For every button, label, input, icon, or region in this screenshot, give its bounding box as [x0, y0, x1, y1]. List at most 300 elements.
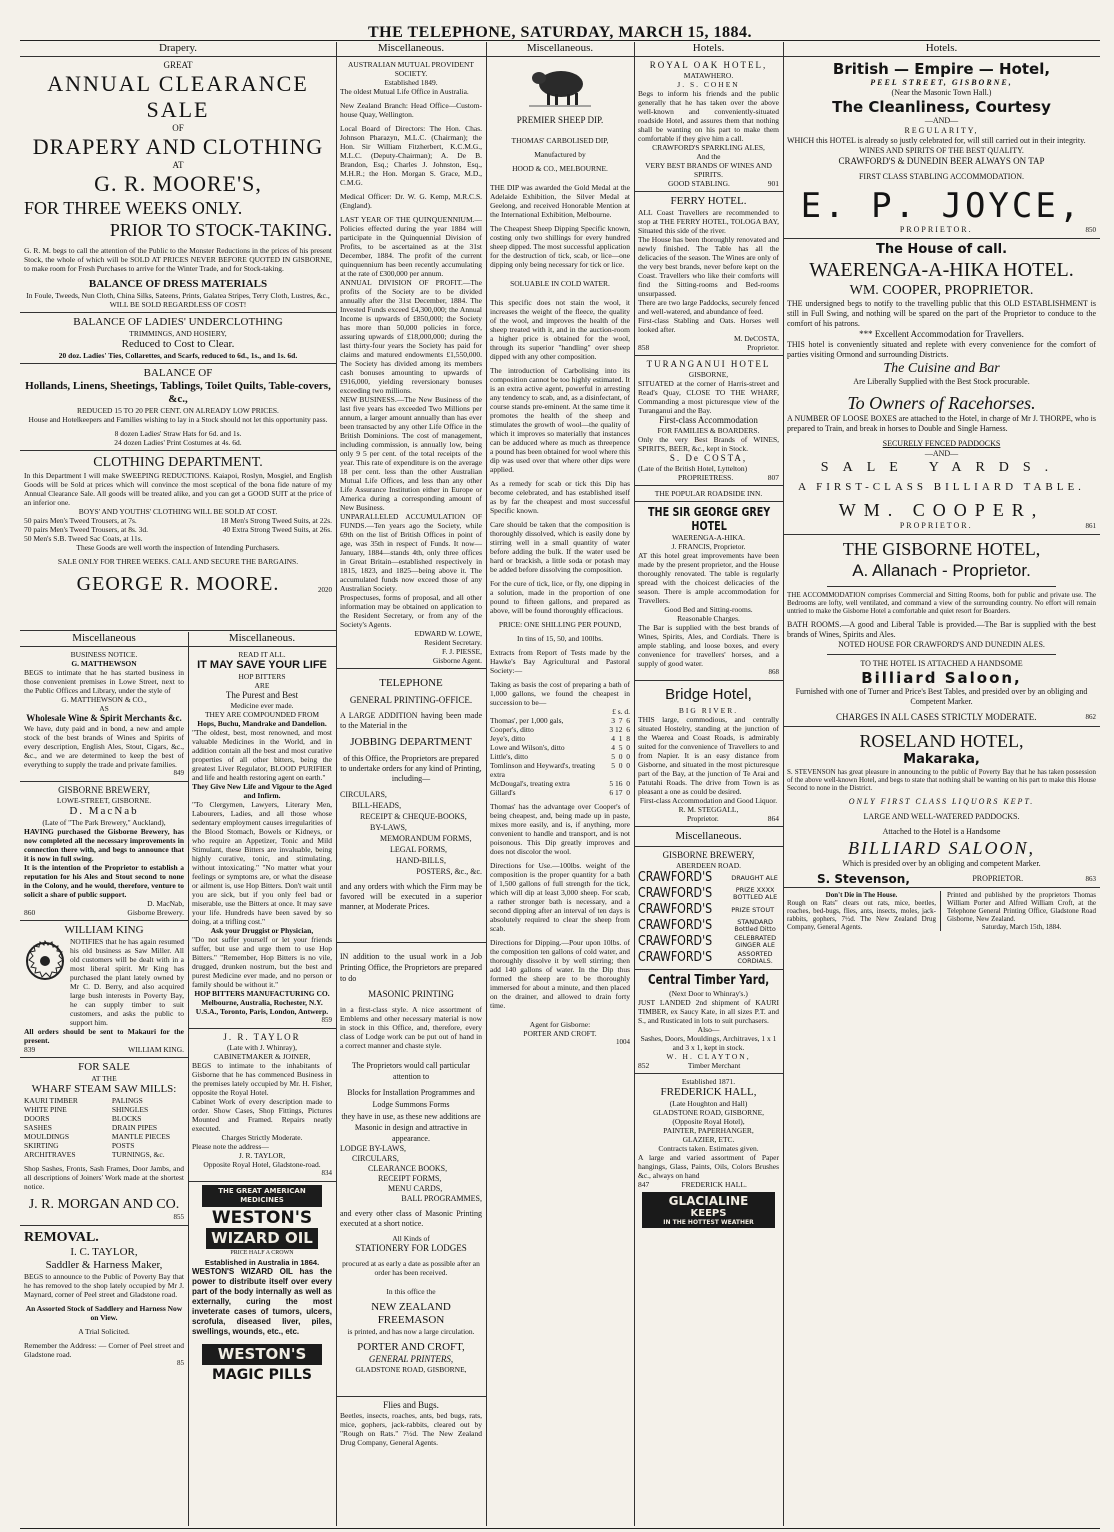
crawford-product: STANDARD Bottled Ditto	[734, 918, 776, 933]
ad-line: Reduced to Cost to Clear.	[121, 338, 235, 350]
ad-heading: HOP BITTERS MANUFACTURING CO. Melbourne, Australia, Rochester, N.Y. U.S.A., Toronto, Paris, London, Antwerp.	[194, 989, 330, 1016]
ad-heading: TURANGANUI HOTEL	[646, 359, 771, 369]
ad-heading: CLOTHING DEPARTMENT.	[93, 455, 263, 470]
paragraph: of this Office, the Proprietors are prepared to undertake orders for any kind of Printing, including—	[340, 754, 482, 783]
paragraph: MATAWHERO.	[683, 71, 734, 80]
paragraph: SITUATED at the corner of Harris-street and Read's Quay, CLOSE TO THE WHARF, Commanding a most picturesque view of the Turanganui and the Bay.	[638, 379, 779, 415]
paragraph: In this Department I will make SWEEPING REDUCTIONS. Kaiapoi, Roslyn, Mosgiel, and English Goods will be Sold at prices which will convince the most sceptical of the bona fide nature of my Annual Clearance Sale. All goods will be treated alike, and you can get a GOOD SUIT at the price of an inferior one.	[24, 471, 332, 507]
paragraph: SALE ONLY FOR THREE WEEKS. CALL AND SECURE THE BARGAINS.	[57, 557, 299, 566]
section-rule	[20, 630, 336, 631]
paragraph: SECURELY FENCED PADDOCKS	[882, 439, 1001, 448]
paragraph: THE ACCOMMODATION comprises Commercial and Sitting Rooms, both for public and private use. The Bedrooms are lofty, well ventilated, and command a view of the surrounding country. No effort will remain untried to make the Gisborne Hotel a comfortable and quiet resort for Boarders.	[787, 591, 1096, 615]
paragraph: PROPRIETOR.	[899, 521, 973, 530]
ad-heading: First-class Accommodation	[659, 415, 758, 425]
crawford-brand: CRAWFORD'S	[638, 902, 713, 917]
paragraph: The Proprietors would call particular attention to	[351, 1061, 471, 1081]
paragraph: The Bar is supplied with the best brands of Wines, Spirits, Ales, and Cordials. There is ample stabling, and loose boxes, and every convenience for travellers' horses, and a supply of good water.	[638, 623, 779, 668]
paragraph: and any orders with which the Firm may be favored will be executed in a superior manner, at Moderate Prices.	[340, 882, 482, 911]
price-line: 70 pairs Men's Tweed Trousers, at 8s. 3d.	[24, 525, 149, 534]
ad-heading: FOR SALE	[78, 1061, 130, 1073]
list-item: BLOCKS	[111, 1114, 142, 1123]
table-cell: Jeye's, ditto	[490, 734, 526, 743]
ad-heading: G. MATTHEWSON	[71, 659, 137, 668]
ad-heading: BALANCE OF DRESS MATERIALS	[88, 278, 268, 290]
ad-heading: They Give New Life and Vigour to the Aged and Infirm.	[192, 782, 332, 800]
paragraph: GOOD STABLING.	[668, 179, 730, 188]
crawford-product: PRIZE STOUT	[731, 905, 775, 914]
ad-number: 852	[638, 1061, 650, 1070]
ad-number: 855	[173, 1213, 184, 1221]
crawford-item	[638, 950, 779, 966]
ad-heading: Hops, Buchu, Mandrake and Dandelion.	[197, 719, 327, 728]
ad-heading: ROSELAND HOTEL,	[859, 731, 1024, 751]
saw-blade-illustration	[24, 937, 66, 985]
sheep-illustration	[525, 60, 595, 112]
ad-heading: BALANCE OF LADIES' UNDERCLOTHING	[73, 316, 283, 328]
paragraph: G. MATTHEWSON & CO.,	[61, 695, 147, 704]
paragraph: Contracts taken. Estimates given.	[658, 1144, 759, 1153]
ad-number: 807	[767, 473, 779, 482]
ad-banner: THE GREAT AMERICAN MEDICINES	[202, 1185, 322, 1207]
proprietor-name: E. P. JOYCE,	[800, 186, 1083, 226]
ad-number: 849	[173, 769, 184, 777]
ad-heading: Billiard Saloon,	[861, 669, 1022, 687]
table-cell: 4 5 0	[611, 743, 630, 752]
signature: S. De COSTA,	[669, 453, 748, 463]
signature: PORTER AND CROFT.	[523, 1029, 597, 1038]
crawford-brand: CRAWFORD'S	[638, 886, 713, 901]
ad-heading: I. C. TAYLOR,	[70, 1246, 138, 1258]
ad-heading: TELEPHONE	[379, 677, 443, 689]
paragraph: Which is presided over by an obliging and competent Marker.	[842, 859, 1041, 868]
signature: WILLIAM KING.	[128, 1045, 184, 1054]
paragraph: Opposite Royal Hotel, Gladstone-road.	[203, 1160, 321, 1169]
crawford-product: PRIZE XXXX BOTTLED ALE	[732, 886, 778, 901]
ad-heading: CABINETMAKER & JOINER,	[213, 1052, 311, 1061]
paragraph: In this office the	[386, 1287, 436, 1296]
paragraph: New Zealand Branch: Head Office—Custom-house Quay, Wellington.	[340, 101, 482, 119]
paragraph: GLADSTONE ROAD, GISBORNE,	[652, 1108, 765, 1117]
section-head: Miscellaneous.	[675, 830, 742, 842]
table-row	[490, 725, 630, 734]
paragraph: An Assorted Stock of Saddlery and Harness Now on View.	[25, 1304, 183, 1322]
paragraph: Local Board of Directors: The Hon. Chas. Johnson Pharazyn, M.L.C. (Chairman); the Hon. Sir William Fitzherbert, K.C.M.G., M.L.C. (Deputy-Chairman); A. De B. Brandon, Esq.; Charles J. Johnston, Esq., M.H.R.; the Hon. Morgan S. Grace, M.D., C.M.G.	[340, 124, 482, 187]
paragraph: All orders should be sent to Makauri for the present.	[24, 1027, 184, 1045]
crawford-item	[638, 902, 779, 918]
signature: GEORGE R. MOORE.	[76, 573, 280, 595]
list-item: DRAIN PIPES	[111, 1123, 158, 1132]
paragraph: GLAZIER, ETC.	[682, 1135, 735, 1144]
paragraph: FOR FAMILIES & BOARDERS.	[657, 426, 760, 435]
crawford-product: CELEBRATED GINGER ALE	[734, 934, 777, 949]
paragraph: First-class Stabling and Oats. Horses well looked after.	[638, 316, 779, 334]
paragraph: Manufactured by	[534, 150, 586, 159]
ad-number: 860	[24, 908, 36, 917]
list-item: BY-LAWS,	[370, 823, 407, 832]
table-cell: 3 7 6	[611, 716, 630, 725]
paragraph: LARGE AND WELL-WATERED PADDOCKS.	[863, 812, 1020, 821]
crawford-list	[638, 870, 779, 966]
paragraph: 20 doz. Ladies' Ties, Collarettes, and Scarfs, reduced to 6d., 1s., and 1s. 6d.	[58, 351, 298, 360]
crawford-brand: CRAWFORD'S	[638, 950, 713, 965]
ad-number: 834	[321, 1169, 332, 1177]
logo-text: IN THE HOTTEST WEATHER	[663, 1219, 754, 1226]
logo-text: KEEPS	[690, 1208, 727, 1219]
signature: D. MacNab,	[147, 899, 184, 908]
ad-heading: Bridge Hotel,	[665, 686, 752, 703]
paragraph: LAST YEAR OF THE QUINQUENNIUM.—Policies effected during the year 1884 will participate in the Quinquennial Division of Profits, to be ascertained as at the 31st December, 1884. The profit of the current quinquennium has been recently accumulating at the rate of £300,000 per annum.	[340, 215, 482, 278]
paragraph: BATH ROOMS.—A good and Liberal Table is provided.—The Bar is supplied with the best brands of Wines, Spirits and Ales.	[787, 620, 1096, 639]
crawford-item	[638, 870, 779, 886]
ad-line: FOR THREE WEEKS ONLY.	[24, 198, 243, 218]
ad-heading: J. S. COHEN	[677, 80, 740, 89]
paragraph: IN addition to the usual work in a Job Printing Office, the Proprietors are prepared to do	[340, 952, 482, 983]
ad-heading: WHARF STEAM SAW MILLS:	[31, 1083, 177, 1095]
ad-line: Medicine ever made.	[230, 701, 294, 710]
paragraph: FIRST CLASS STABLING ACCOMMODATION.	[858, 172, 1024, 181]
ad-number: 847	[638, 1180, 650, 1189]
paragraph: *** Excellent Accommodation for Travellers.	[859, 329, 1024, 339]
ad-heading: WILLIAM KING	[64, 924, 144, 936]
paragraph: and every other class of Masonic Printing executed at a short notice.	[340, 1209, 482, 1228]
paragraph: J. FRANCIS, Proprietor.	[671, 542, 746, 551]
ad-number: 859	[321, 1016, 332, 1024]
ad-heading: Saddler & Harness Maker,	[45, 1259, 163, 1271]
ad-line: PRIOR TO STOCK-TAKING.	[109, 220, 332, 240]
paragraph: Blocks for Installation Programmes and Lodge Summons Forms	[347, 1088, 475, 1109]
ad-line: OF	[172, 123, 184, 133]
list-item: DOORS	[24, 1114, 50, 1123]
ad-line: READ IT ALL.	[238, 650, 286, 659]
paragraph: THIS large, commodious, and centrally situated Hostelry, standing at the junction of the Waerea and Coast Roads, is admirably suited for the convenience of Travellers to and from Napier. It is an easy distance from Gisborne, and situated in the most picturesque part of the Bay, at the junction of Te Arai and Patutahi Roads. The drive from Town is as pleasant a one as could be desired.	[638, 715, 779, 796]
paragraph: TRIMMINGS, AND HOSIERY,	[129, 329, 227, 338]
paragraph: WILL BE SOLD REGARDLESS OF COST!	[109, 300, 247, 309]
list-item: SASHES	[24, 1123, 52, 1132]
section-head: Hotels.	[783, 42, 1100, 57]
paragraph: Please note the address—	[192, 1142, 269, 1151]
paragraph: A large and varied assortment of Paper hangings, Glass, Paints, Oils, Colors Brushes &c., always on hand	[638, 1153, 779, 1180]
imprint: Printed and published by the proprietors Thomas William Porter and Alfred William Croft, at the Telephone General Printing Office, Gladstone Road Gisborne, New Zealand.	[947, 891, 1096, 923]
paragraph: NOTED HOUSE FOR CRAWFORD'S AND DUNEDIN ALES.	[838, 640, 1045, 649]
list-item: POSTS	[111, 1141, 135, 1150]
table-cell: 5 16 0	[609, 779, 630, 788]
paragraph: We have, duty paid and in bond, a new and ample stock of the best brands of Wines and Spirits of every description, English Ales, Stout, Cigars, &c., &c., and we are determined to keep the best of everything to supply the trade and private families.	[24, 724, 184, 769]
list-item: ARCHITRAVES	[24, 1150, 76, 1159]
paragraph: Agent for Gisborne:	[529, 1020, 591, 1029]
paragraph: JUST LANDED 2nd shipment of KAURI TIMBER, ex Saucy Kate, in all sizes P.T. and S., and Rusticated in lots to suit purchasers.	[638, 998, 779, 1025]
ad-heading: British — Empire — Hotel,	[832, 60, 1051, 78]
price-line: 18 Men's Strong Tweed Suits, at 22s.	[220, 516, 332, 525]
table-cell: 4 1 8	[611, 734, 630, 743]
ad-line: PRICE HALF A CROWN	[230, 1250, 294, 1256]
paragraph: Shop Sashes, Fronts, Sash Frames, Door Jambs, and all descriptions of Joiners' Work made at the shortest notice.	[24, 1164, 184, 1191]
ad-heading: To Owners of Racehorses.	[847, 393, 1036, 413]
paragraph: NEW BUSINESS.—The New Business of the last five years has exceeded Two Millions per annum, a larger amount annually than has ever been transacted by any other Life Office in the British Dominions. The cost of management, including commission, is annually low, being only 9 5 per cent. of the total receipts of the year. This rate of expenditure is on the average 18 per cent. less than the other Australian Mutual Life Offices, and less than any other Life Assurance Institution either in Europe or America during a corresponding amount of New Business.	[340, 395, 482, 512]
paragraph: WAERENGA-A-HIKA.	[671, 533, 746, 542]
paragraph: Remember the Address: — Corner of Peel street and Gladstone road.	[24, 1341, 184, 1359]
table-header: £ s. d.	[612, 707, 630, 716]
paragraph: The House has been thoroughly renovated and newly finished. The Table has all the delicacies of the season. The Wines are only of the very best brands, never before kept on the Coast. Travellers who like their comforts will find the Sitting-rooms and Bed-rooms unsurpassed.	[638, 235, 779, 298]
ad-line: Hollands, Linens, Sheetings, Tablings, Toilet Quilts, Table-covers, &c.,	[25, 380, 331, 405]
paragraph: Charges Strictly Moderate.	[221, 1133, 303, 1142]
ad-line: THEY ARE COMPOUNDED FROM	[204, 710, 320, 719]
paragraph: GISBORNE,	[688, 370, 729, 379]
paragraph: It is the intention of the Proprietor to establish a reputation for his Ales and Stout second to none in the Colony, and he would, therefore, venture to solicit a share of public support.	[24, 863, 184, 899]
paragraph: A LARGE ADDITION having been made to the Material in the	[340, 711, 482, 730]
paragraph: WINES AND SPIRITS OF THE BEST QUALITY.	[859, 146, 1024, 155]
paragraph: Timber Merchant	[687, 1061, 741, 1070]
paragraph: Begs to inform his friends and the public generally that he has taken over the above well-known and conveniently-situated roadside Hotel, and assures them that nothing shall be wanting on his part to make them comfortable if they give him a call.	[638, 89, 779, 143]
paragraph: All Kinds of	[392, 1234, 430, 1243]
paragraph: ONLY FIRST CLASS LIQUORS KEPT.	[848, 797, 1035, 806]
paragraph: AT this hotel great improvements have been made by the present proprietor, and the House thoroughly renovated. The table is regularly spread with the choicest delicacies of the season. There is ample accommodation for Travellers.	[638, 551, 779, 605]
paragraph: CRAWFORD'S & DUNEDIN BEER ALWAYS ON TAP	[838, 156, 1045, 166]
paragraph: AS	[99, 704, 109, 713]
paragraph: procured at as early a date as possible after an order has been received.	[342, 1259, 480, 1277]
paragraph: AT THE	[91, 1074, 117, 1083]
paragraph: Taking as basis the cost of preparing a bath of 1,000 gallons, we found the cheapest in succession to be—	[490, 680, 630, 707]
ad-number: 839	[24, 1045, 36, 1054]
paragraph: Directions for Use.—100lbs. weight of the composition is the proper quantity for a bath of 1,500 gallons of full strength for the tick, which will dip at least 3,000 sheep. For scab, a rather stronger bath is necessary, and a second dipping after an interval of ten days is absolutely required to clear the sheep from scab.	[490, 861, 630, 933]
paragraph: BEGS to intimate to the inhabitants of Gisborne that he has commenced Business in the premises lately occupied by Mr. H. Fisher, opposite the Royal Hotel.	[192, 1061, 332, 1097]
paragraph: BEGS to intimate that he has started business in those convenient premises in Lowe Street, next to the Public Offices and Library, under the style of	[24, 668, 184, 695]
ad-heading: NEW ZEALAND FREEMASON	[371, 1301, 451, 1326]
ad-heading: BUSINESS NOTICE.	[70, 650, 138, 659]
ad-heading: The Cleanliness, Courtesy	[832, 98, 1051, 116]
paragraph: In tins of 15, 50, and 100lbs.	[516, 634, 604, 643]
section-head: Miscellaneous	[20, 632, 188, 647]
paragraph: PROPRIETOR.	[972, 874, 1024, 883]
paragraph: Directions for Dipping.—Pour upon 10lbs. of the composition ten gallons of cold water, and thoroughly dissolve it by well stirring; then add 140 gallons of water. In the Dip thus formed the sheep are to be thoroughly immersed for about a minute, and then placed on the drainer, and allowed to drain forty time.	[490, 938, 630, 1010]
ad-number: 1004	[616, 1038, 630, 1046]
ad-number: 864	[767, 814, 779, 823]
paragraph: PEEL STREET, GISBORNE,	[870, 78, 1013, 87]
price-line: 40 Extra Strong Tweed Suits, at 26s.	[222, 525, 332, 534]
ad-heading: PRICE: ONE SHILLING PER POUND,	[498, 620, 622, 629]
paragraph: And the	[696, 152, 721, 161]
logo-text: WIZARD OIL	[206, 1228, 318, 1249]
hotels-column-5	[783, 42, 1100, 1526]
ad-heading: THE GISBORNE HOTEL,	[842, 539, 1041, 559]
paragraph: (Next Door to Whinray's.)	[669, 989, 748, 998]
ad-heading: GISBORNE BREWERY,	[662, 850, 755, 860]
ad-heading: GENERAL PRINTING-OFFICE.	[349, 695, 473, 705]
paragraph: Care should be taken that the composition is thoroughly dissolved, which is easily done by stirring well in a small quantity of water before adding the bulk. If the water used be hard or brackish, a little soda or potash may be added before dissolving the composition.	[490, 520, 630, 574]
table-row	[490, 779, 630, 788]
paragraph: UNPARALLELED ACCUMULATION OF FUNDS.—Ten years ago the Society, while 69th on the list of British Offices in point of age, was 35th in respect of Funds. It now—January, 1884—stands 4th, only three offices in Great Britain—established respectively in 1815, 1823, and 1825—being above it. The accumulated funds now exceed those of any Australian Society.	[340, 512, 482, 593]
list-item: PALINGS	[111, 1096, 143, 1105]
paragraph: (Opposite Royal Hotel),	[672, 1117, 745, 1126]
section-head: Miscellaneous.	[188, 632, 336, 647]
ad-heading: Ask your Druggist or Physician,	[210, 926, 314, 935]
paragraph: Prospectuses, forms of proposal, and all other information may be obtained on application to the Resident Secretary, or from any of the Society's Agents.	[340, 593, 482, 629]
paragraph: ANNUAL DIVISION OF PROFIT.—The profits of the Society are to be divided annually after the 31st December, 1884. The Invested Funds exceed £4,300,000; the Annual Income is upwards of £850,000; the Society has more than 50,000 policies in force, assuring upwards of £18,000,000; during the last thirty-four years the Society has paid for claims and matured endowments £1,550,000. The Society has divided among its members cash bonuses amounting to upwards of £916,000, yielding reversionary bonuses exceeding two millions.	[340, 278, 482, 395]
ad-heading: REMOVAL.	[24, 1230, 99, 1245]
ad-title: ANNUAL CLEARANCE SALE	[47, 71, 309, 122]
paragraph: Proprietor.	[747, 343, 779, 352]
crawford-item	[638, 918, 779, 934]
paragraph: S. STEVENSON has great pleasure in announcing to the public of Poverty Bay that he has taken possession of the above well-known Hotel, and begs to state that nothing shall be wanting on his part to make this House Second to none in the District.	[787, 768, 1096, 792]
ad-heading: The Cuisine and Bar	[883, 361, 1000, 376]
crawford-item	[638, 934, 779, 950]
paragraph: In Foule, Tweeds, Nun Cloth, China Silks, Sateens, Prints, Galatea Stripes, Terry Cloth, Lustres, &c.,	[26, 291, 330, 300]
paragraph: (Late with J. Whinray),	[226, 1043, 298, 1052]
ad-heading: ROYAL OAK HOTEL,	[649, 60, 768, 70]
ad-heading: THE SIR GEORGE GREY HOTEL	[648, 505, 771, 533]
ad-heading: Don't Die in The House.	[825, 891, 898, 899]
signature: F. J. PIESSE,	[441, 647, 482, 656]
ad-heading: WAERENGA-A-HIKA HOTEL.	[809, 259, 1074, 281]
ad-heading: PORTER AND CROFT,	[357, 1341, 465, 1353]
masthead: THE TELEPHONE, SATURDAY, MARCH 15, 1884.	[367, 24, 753, 41]
table-row	[490, 761, 630, 779]
cost-table	[490, 716, 630, 797]
table-cell: 3 12 6	[609, 725, 630, 734]
misc-column-b	[188, 632, 336, 1526]
table-row	[490, 734, 630, 743]
paragraph: Cabinet Work of every description made to order. Show Cases, Shop Fittings, Pictures Mounted and Framed. Repairs neatly executed.	[192, 1097, 332, 1133]
paragraph: NOTIFIES that he has again resumed his old business as Saw Miller. All old customers will be dealt with in a most liberal spirit. Mr King has purchased the plant lately owned by Mr C. D. Berry, and also acquired large bush interests in Poverty Bay, he can supply timber to suit customers, and asks the public to support him.	[70, 937, 184, 1027]
misc-column-3	[486, 42, 634, 1526]
paragraph: CHARGES IN ALL CASES STRICTLY MODERATE.	[836, 712, 1037, 722]
paragraph: 8 dozen Ladies' Straw Hats for 6d. and 1s.	[114, 429, 242, 438]
paragraph: (Late of the British Hotel, Lyttelton)	[638, 464, 748, 473]
table-cell: Thomas', per 1,000 gals,	[490, 716, 564, 725]
paragraph: (Late of "The Park Brewery," Auckland),	[42, 818, 166, 827]
paragraph: (Late Houghton and Hall)	[669, 1099, 748, 1108]
paragraph: G. R. M. begs to call the attention of the Public to the Monster Reductions in the prices of his present Stock, the whole of which will be SOLD AT PRICES NEVER BEFORE QUOTED IN GISBORNE, to make room for Fresh Purchases to arrive for the Winter Trade, and for Stock-taking.	[24, 246, 332, 273]
list-item: KAURI TIMBER	[24, 1096, 78, 1105]
ad-number: 861	[1085, 522, 1096, 530]
paragraph: —AND—	[924, 116, 959, 125]
paragraph: For the cure of tick, lice, or fly, one dipping in a solution, made in the proportion of one pound to fifteen gallons, and prepared as above, will be found thoroughly efficacious.	[490, 579, 630, 615]
paragraph: Attached to the Hotel is a Handsome	[882, 827, 1001, 836]
list-item: POSTERS, &c., &c.	[416, 867, 482, 876]
ad-heading: REGULARITY,	[904, 126, 979, 135]
footer-rule	[20, 1528, 1100, 1529]
crawford-item	[638, 886, 779, 902]
ad-heading: Flies and Bugs.	[383, 1400, 439, 1410]
ad-heading: The House of call.	[875, 242, 1008, 257]
paragraph: VERY BEST BRANDS OF WINES AND SPIRITS.	[645, 161, 772, 179]
ad-heading: THE POPULAR ROADSIDE INN.	[654, 489, 763, 498]
paragraph: These Goods are well worth the inspection of Intending Purchasers.	[76, 543, 280, 552]
crawford-product: ASSORTED CORDIALS.	[737, 950, 773, 965]
imprint-date: Saturday, March 15th, 1884.	[981, 923, 1062, 931]
ad-heading: Central Timber Yard,	[647, 973, 770, 988]
paragraph: Only the very Best Brands of WINES, SPIRITS, BEER, &c., kept in Stock.	[638, 435, 779, 453]
paragraph: Established 1871.	[681, 1077, 736, 1086]
timber-list-right	[112, 1096, 170, 1159]
timber-list	[24, 1096, 184, 1159]
ad-number: 858	[638, 343, 650, 352]
paragraph: HAVING purchased the Gisborne Brewery, has now completed all the necessary improvements in connection there with, and begs to announce that it is now in full swing.	[24, 827, 184, 863]
table-cell: Lowe and Wilson's, ditto	[490, 743, 565, 752]
paragraph: (Near the Masonic Town Hall.)	[891, 88, 992, 97]
paragraph: The oldest Mutual Life Office in Australia.	[340, 87, 469, 96]
section-head: Miscellaneous.	[486, 42, 634, 57]
ad-heading: JOBBING DEPARTMENT	[350, 736, 472, 748]
crawford-brand: CRAWFORD'S	[638, 918, 713, 933]
list-item: HAND-BILLS,	[396, 856, 446, 865]
list-item: SKIRTING	[24, 1141, 59, 1150]
paragraph: REDUCED 15 TO 20 PER CENT. ON ALREADY LOW PRICES.	[77, 406, 279, 415]
ad-heading: GISBORNE BREWERY,	[58, 785, 150, 795]
ad-number: 862	[1085, 713, 1096, 721]
ad-number: 901	[767, 179, 779, 188]
paragraph: THE DIP was awarded the Gold Medal at the Adelaide Exhibition, the Silver Medal at Geelong, and received Honorable Mention at the International Exhibition, Melbourne.	[490, 183, 630, 219]
table-row	[490, 743, 630, 752]
table-row	[490, 752, 630, 761]
list-item: CLEARANCE BOOKS,	[368, 1164, 448, 1173]
list-item: CIRCULARS,	[340, 790, 387, 799]
proprietor-name: S. Stevenson,	[817, 872, 910, 886]
hotels-column-4	[634, 42, 783, 1526]
ad-heading: MASONIC PRINTING	[368, 989, 454, 999]
ad-line: AT	[172, 160, 184, 170]
ad-number: 850	[1085, 226, 1096, 234]
ad-heading: HOOD & CO., MELBOURNE.	[512, 164, 608, 173]
ad-number: 863	[1085, 875, 1096, 883]
paragraph: First-class Accommodation and Good Liquor.	[639, 796, 778, 805]
table-cell: Cooper's, ditto	[490, 725, 534, 734]
paragraph: they have in use, as these new additions are Masonic in design and attractive in appearance.	[341, 1112, 481, 1143]
paragraph: ALL Coast Travellers are recommended to stop at THE FERRY HOTEL, TOLOGA BAY, Situated this side of the river.	[638, 208, 779, 235]
paragraph: PROPRIETRESS.	[678, 473, 734, 482]
ad-heading: THOMAS' CARBOLISED DIP,	[511, 136, 609, 145]
merchant-name: G. R. MOORE'S,	[94, 171, 262, 196]
list-item: MEMORANDUM FORMS,	[380, 834, 472, 843]
ad-heading: BALANCE OF	[143, 367, 213, 379]
ad-heading: STATIONERY FOR LODGES	[355, 1243, 467, 1253]
list-item: MANTLE PIECES	[111, 1132, 170, 1141]
table-cell: Tomlinson and Heyward's, treating extra	[490, 761, 595, 779]
misc-column-a	[20, 632, 188, 1526]
ad-line: ARE	[254, 681, 270, 690]
paragraph: WESTON'S WIZARD OIL has the power to distribute itself over every part of the body internally as well as externally, curing the most inveterate cases of tumors, ulcers, scrofula, diseased liver, piles, swellings, wounds, etc., etc.	[192, 1267, 332, 1336]
list-item: BALL PROGRAMMES,	[401, 1194, 482, 1203]
table-cell: 5 0 0	[611, 752, 630, 761]
list-item: SHINGLES	[111, 1105, 149, 1114]
section-head: Hotels.	[634, 42, 783, 57]
list-item: WHITE PINE	[24, 1105, 67, 1114]
ad-heading: WM. COOPER, PROPRIETOR.	[849, 283, 1034, 298]
paragraph: BEGS to announce to the Public of Poverty Bay that he has removed to the shop lately occupied by Mr J. Maynard, corner of Peel street and Gladstone road.	[24, 1272, 184, 1299]
ad-heading: PREMIER SHEEP DIP.	[516, 115, 604, 125]
ad-number: 2020	[318, 586, 332, 594]
ad-heading: A FIRST-CLASS BILLIARD TABLE.	[798, 481, 1085, 493]
price-line: 50 Men's S.B. Tweed Sac Coats, at 11s.	[24, 534, 143, 543]
paragraph: LOWE-STREET, GISBORNE.	[56, 796, 152, 805]
ad-heading: Wholesale Wine & Spirit Merchants &c.	[26, 713, 182, 723]
ad-number: 868	[768, 668, 779, 676]
list-item: LODGE BY-LAWS,	[340, 1144, 407, 1153]
proprietor-name: A. Allanach - Proprietor.	[852, 561, 1031, 580]
signature: M. DeCOSTA,	[733, 334, 779, 343]
timber-list-left	[24, 1096, 78, 1159]
paragraph: This specific does not stain the wool, it increases the weight of the fleece, the quality of the wool, and improves the health of the sheep treated with it, and in the auction-room a higher price is obtained for the wool, through its superior "handling" over sheep dipped with any other composition.	[490, 298, 630, 361]
paragraph: Gisborne Agent.	[432, 656, 482, 665]
paragraph: Furnished with one of Turner and Price's Best Tables, and presided over by an obliging and Competent Marker.	[795, 687, 1088, 706]
paragraph: TO THE HOTEL IS ATTACHED A HANDSOME	[860, 659, 1023, 668]
ad-line: The Purest and Best	[225, 690, 299, 700]
paragraph: There are two large Paddocks, securely fenced and well-watered, and abundance of feed.	[638, 298, 779, 316]
paragraph: GLADSTONE ROAD, GISBORNE,	[355, 1365, 467, 1374]
paragraph: A NUMBER OF LOOSE BOXES are attached to the Hotel, in charge of Mr J. THORPE, who is prepared to Train, and break in horses to Double and Single Harness.	[787, 414, 1097, 433]
paragraph: Also—	[697, 1025, 720, 1034]
paragraph: Good Bed and Sitting-rooms.	[664, 605, 753, 614]
ad-heading: Established in Australia in 1864.	[204, 1258, 320, 1267]
